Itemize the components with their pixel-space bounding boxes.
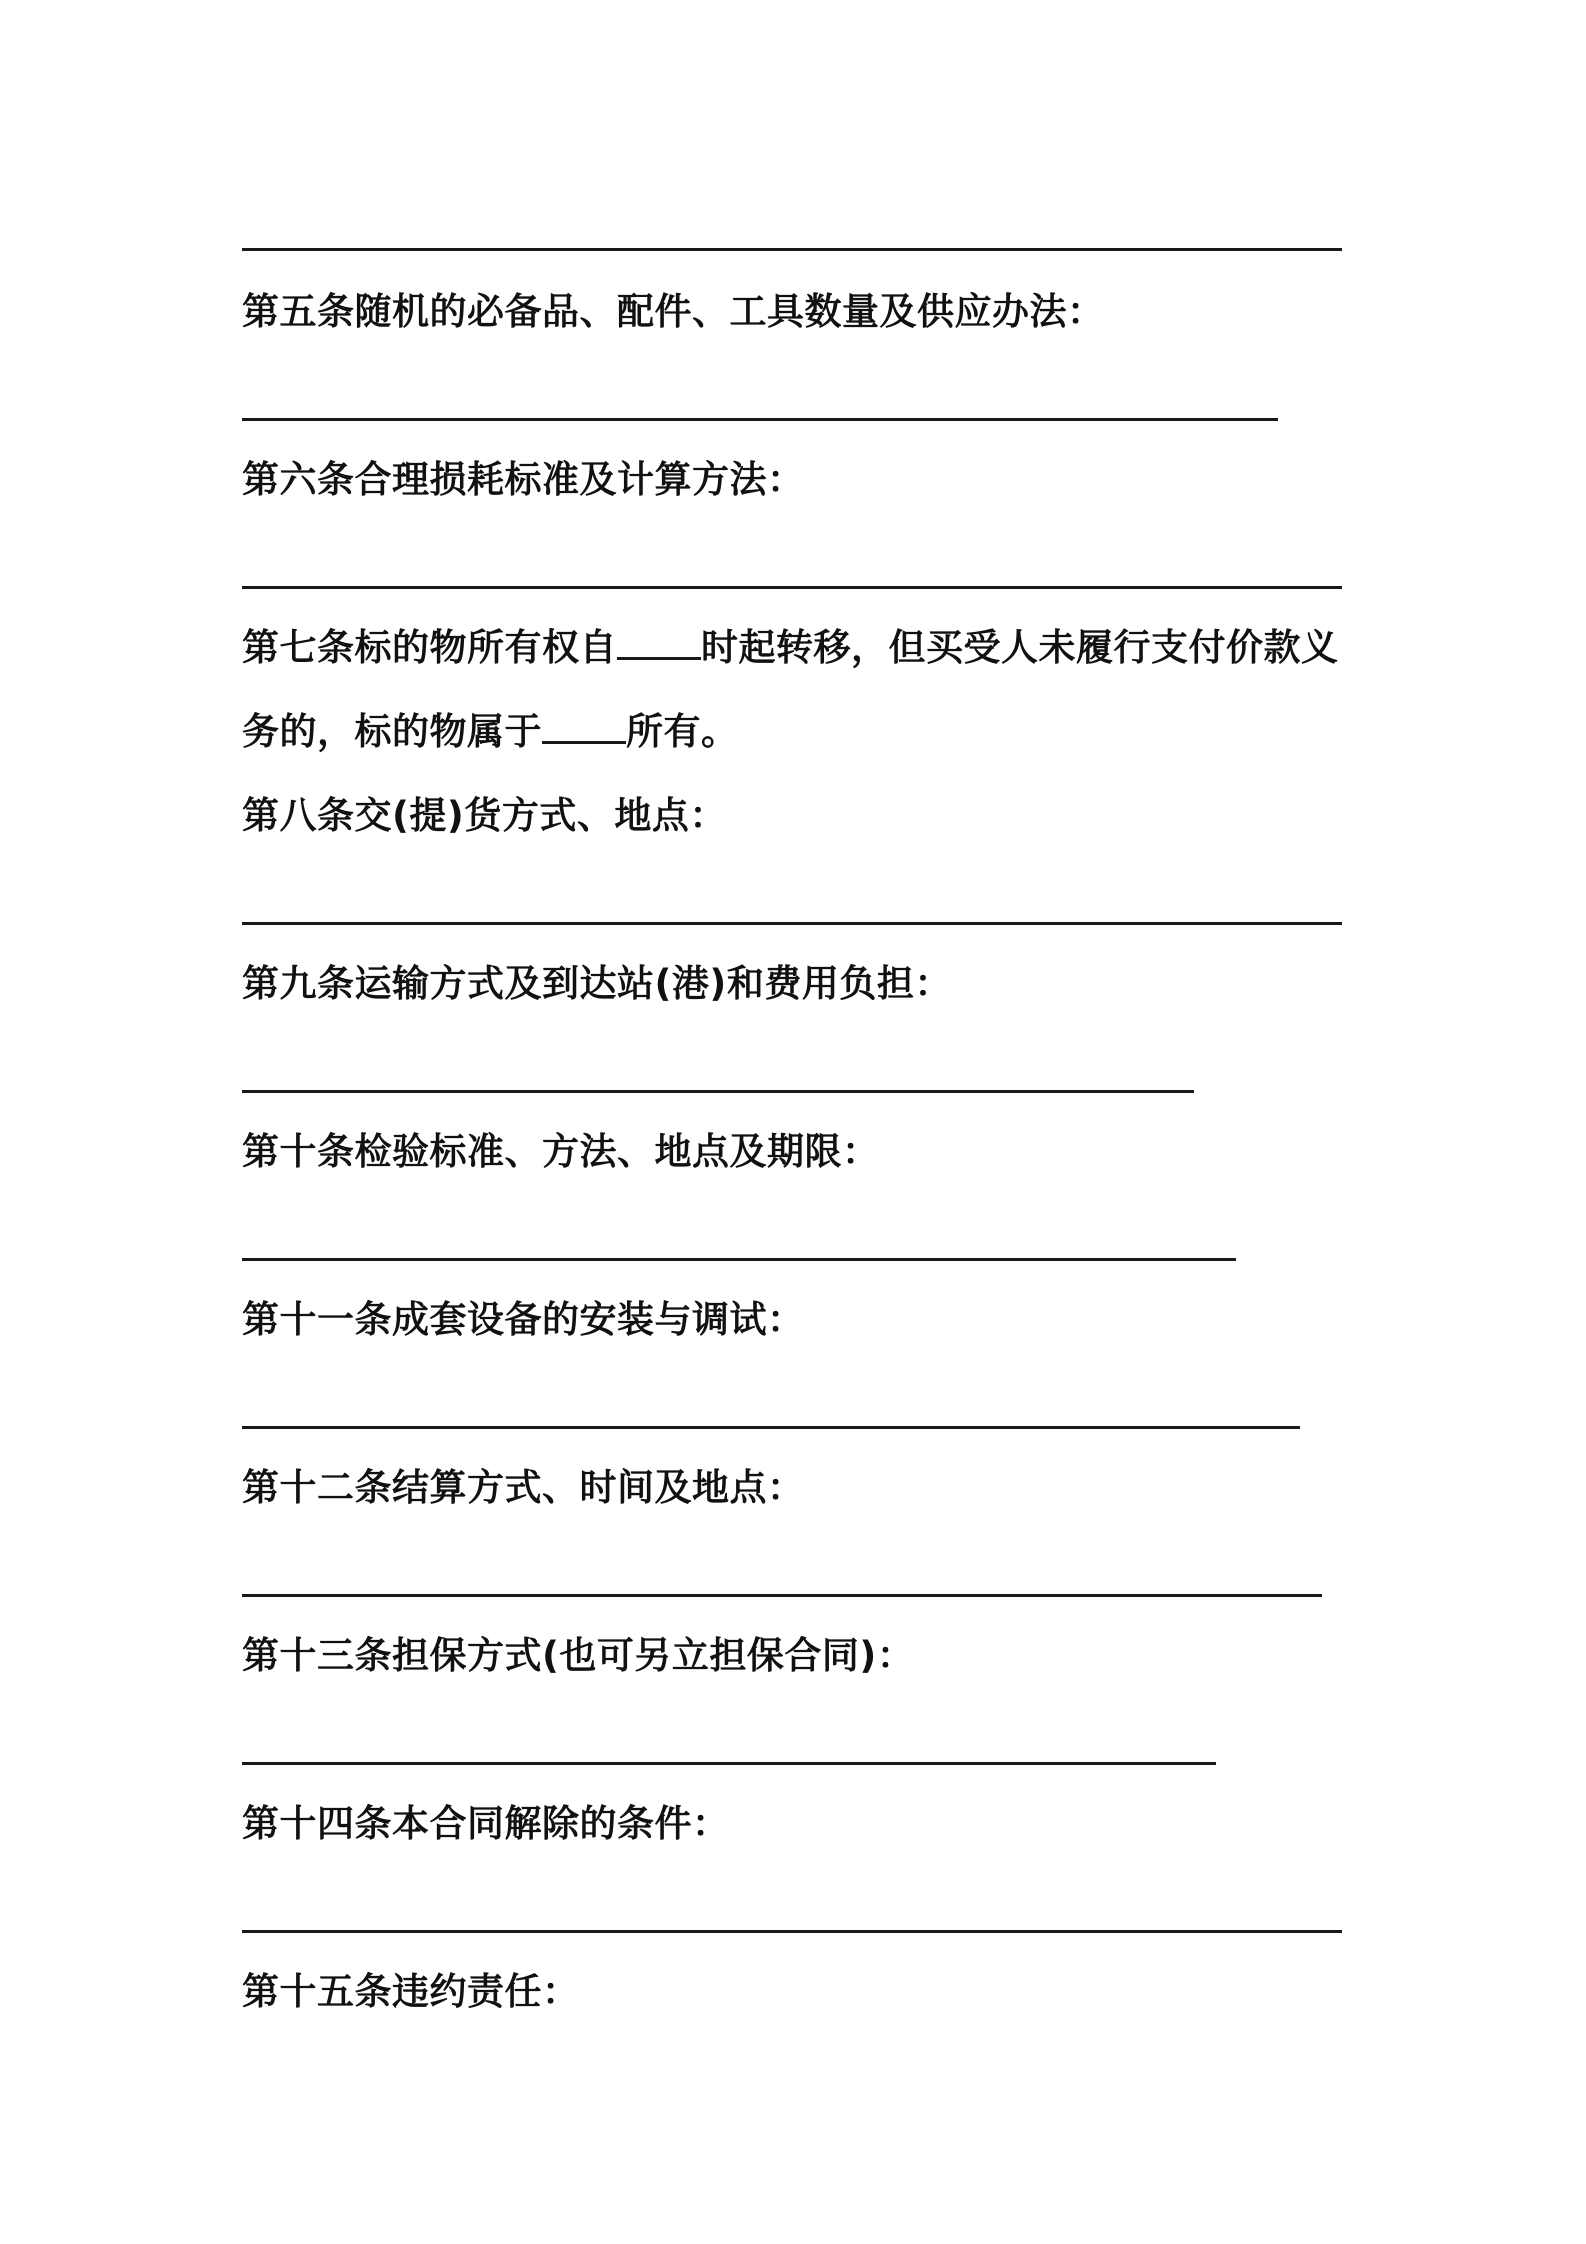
fill-in-line[interactable] <box>242 1426 1300 1429</box>
clause-7-text-c: 务的，标的物属于 <box>242 710 542 753</box>
clause-7-text-b: 时起转移，但买受人未履行支付价款义 <box>701 626 1339 669</box>
fill-in-line[interactable] <box>242 1594 1322 1597</box>
clause-7-text-a: 第七条标的物所有权自 <box>242 626 617 669</box>
fill-in-line[interactable] <box>242 922 1342 925</box>
fill-in-blank[interactable] <box>617 629 701 660</box>
clause-13: 第十三条担保方式(也可另立担保合同)： <box>242 1634 915 1677</box>
clause-7-text-d: 所有。 <box>626 710 739 753</box>
fill-in-line[interactable] <box>242 1930 1342 1933</box>
clause-10: 第十条检验标准、方法、地点及期限： <box>242 1130 880 1173</box>
clause-7-line-1 <box>242 626 1339 670</box>
clause-15: 第十五条违约责任： <box>242 1970 580 2013</box>
fill-in-line[interactable] <box>242 418 1278 421</box>
fill-in-line[interactable] <box>242 1762 1216 1765</box>
fill-in-line[interactable] <box>242 1090 1194 1093</box>
clause-14: 第十四条本合同解除的条件： <box>242 1802 730 1845</box>
clause-5: 第五条随机的必备品、配件、工具数量及供应办法： <box>242 290 1105 333</box>
clause-11: 第十一条成套设备的安装与调试： <box>242 1298 805 1341</box>
clause-6: 第六条合理损耗标准及计算方法： <box>242 458 805 501</box>
clause-9: 第九条运输方式及到达站(港)和费用负担： <box>242 962 952 1005</box>
fill-in-line[interactable] <box>242 1258 1236 1261</box>
clause-12: 第十二条结算方式、时间及地点： <box>242 1466 805 1509</box>
fill-in-line[interactable] <box>242 586 1342 589</box>
clause-7-line-2 <box>242 710 739 754</box>
fill-in-line[interactable] <box>242 248 1342 251</box>
fill-in-blank[interactable] <box>542 713 626 744</box>
clause-8: 第八条交(提)货方式、地点： <box>242 794 727 837</box>
